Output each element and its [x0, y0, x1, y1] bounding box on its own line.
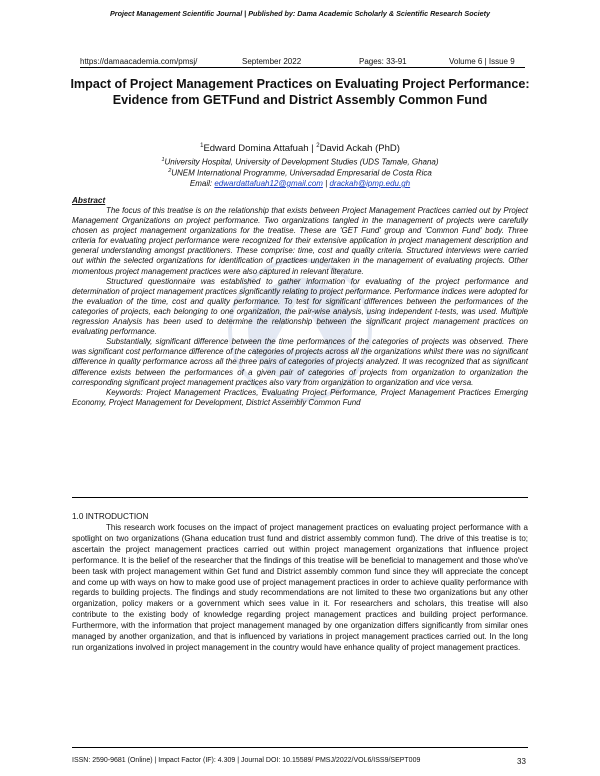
- introduction-paragraph: This research work focuses on the impact of project management practices on evaluating project performance with a spotlight on two organizations (Ghana education trust fund and district assembly common fund). The drive of this treatise is to; ascertain the project management practices carried out within project management organizations that influence project performance. It is the belief of the researcher that the findings of this treatise will be beneficial to management and those who've been task with project management within Get fund and District assembly common fund since they will appreciate the concept and come up with ways on how to make good use of project management practices in order to achieve quality performance with regards to building projects. The findings and study recommendations are not limited to these two organizations but any other organization, policy makers or a government which sees value in it. For researchers and scholars, this treatise will also contribute to the existing body of knowledge regarding project management practices and building project performance. Furthermore, with the information that project management managed by one organization differs significantly from similar ones managed by another organization, and that is influenced by variations in project management practices carried out. In the long run organizations involved in project management in the country would have enhance quality of project management practices.: [72, 523, 528, 652]
- affiliation-1: [0, 157, 600, 167]
- volume-issue: Volume 6 | Issue 9: [449, 57, 515, 66]
- paper-title: Impact of Project Management Practices on Evaluating Project Performance: Evidence from GETFund and District Assembly Common Fund: [70, 77, 530, 107]
- abstract-divider: [72, 497, 528, 498]
- author1-sup: 1: [200, 143, 204, 149]
- affiliation-2: [0, 168, 600, 178]
- abstract-paragraph-3: Substantially, significant difference between the time performances of the categories of projects was observed. There was significant cost performance difference of the categories of projects across all the organizations whilst there was no significant difference in quality performance across all the three pairs of categories of projects analyzed. It was recognized that as significant difference exists between the performances of a given pair of categories of projects from organization to organization the corresponding significant project management practices also vary from organization to organization and vice versa.: [72, 337, 528, 387]
- footer-issn: ISSN: 2590-9681 (Online) | Impact Factor (IF): 4.309 | Journal DOI: 10.15589/ PMSJ/2022/VOL6/ISS9/SEPT009: [72, 757, 421, 764]
- abstract-heading: Abstract: [72, 196, 106, 205]
- journal-header: Project Management Scientific Journal | Published by: Dama Academic Scholarly & Scientific Research Society: [109, 9, 490, 18]
- author1-name: Edward Domina Attafuah |: [203, 143, 317, 155]
- affiliation-1-sup: 1: [161, 157, 165, 163]
- header-divider: [80, 67, 525, 68]
- email-link-2[interactable]: drackah@ipmp.edu.gh: [329, 179, 411, 188]
- journal-url[interactable]: https://damaacademia.com/pmsj/: [80, 57, 198, 66]
- affiliation-2-sup: 2: [168, 168, 172, 174]
- email-line: [0, 179, 600, 188]
- abstract-paragraph-2: Structured questionnaire was established to gather information for evaluating of the project performance and determination of project management practices significantly relating to project performance. Performance indices were adopted for the evaluation of the time, cost and quality performance. To test for significant differences between the performances of the categories of projects, each belonging to one organization, the pair-wise analysis, using independent t-tests, was used. Multiple regression Analysis has been used to determine the relationship between the significant project management practices on evaluating performance.: [72, 276, 528, 337]
- affiliation-1-text: University Hospital, University of Development Studies (UDS Tamale, Ghana): [164, 157, 439, 167]
- author-line: [0, 143, 600, 154]
- email-label: Email:: [189, 179, 215, 188]
- section-heading-introduction: 1.0 INTRODUCTION: [72, 512, 149, 521]
- footer-divider: [72, 747, 528, 748]
- author2-name: David Ackah (PhD): [319, 143, 400, 155]
- issue-meta-row: [80, 57, 525, 67]
- email-separator: |: [322, 179, 330, 188]
- author2-sup: 2: [316, 143, 320, 149]
- page-range: Pages: 33-91: [359, 57, 407, 66]
- email-link-1[interactable]: edwardattafuah12@gmail.com: [214, 179, 323, 188]
- affiliation-2-text: UNEM International Programme, Universadad Empresarial de Costa Rica: [171, 168, 432, 178]
- abstract-body: [72, 206, 528, 408]
- page-number: 33: [517, 757, 526, 766]
- publication-date: September 2022: [242, 57, 302, 66]
- keywords-paragraph: Keywords: Project Management Practices, Evaluating Project Performance, Project Management Practices Emerging Economy, Project Management for Development, District Assembly Common Fund: [72, 387, 528, 407]
- abstract-paragraph-1: The focus of this treatise is on the relationship that exists between Project Management Practices carried out by Project Management Organizations on project performance. Two organizations tangled in the management of projects were carefully chosen as project management organizations for the treatise. These are 'GET Fund' group and 'Common Fund' body. Three criteria for evaluating project performance were recognized for their extensive application in project management description and general understanding amongst practitioners. These comprise: time, cost and quality criteria. Structured interviews were carried out within the selected organizations for identification of practices undertaken in the management of evaluating projects. Other momentous project management practices were also captured in relevant literature.: [72, 206, 528, 276]
